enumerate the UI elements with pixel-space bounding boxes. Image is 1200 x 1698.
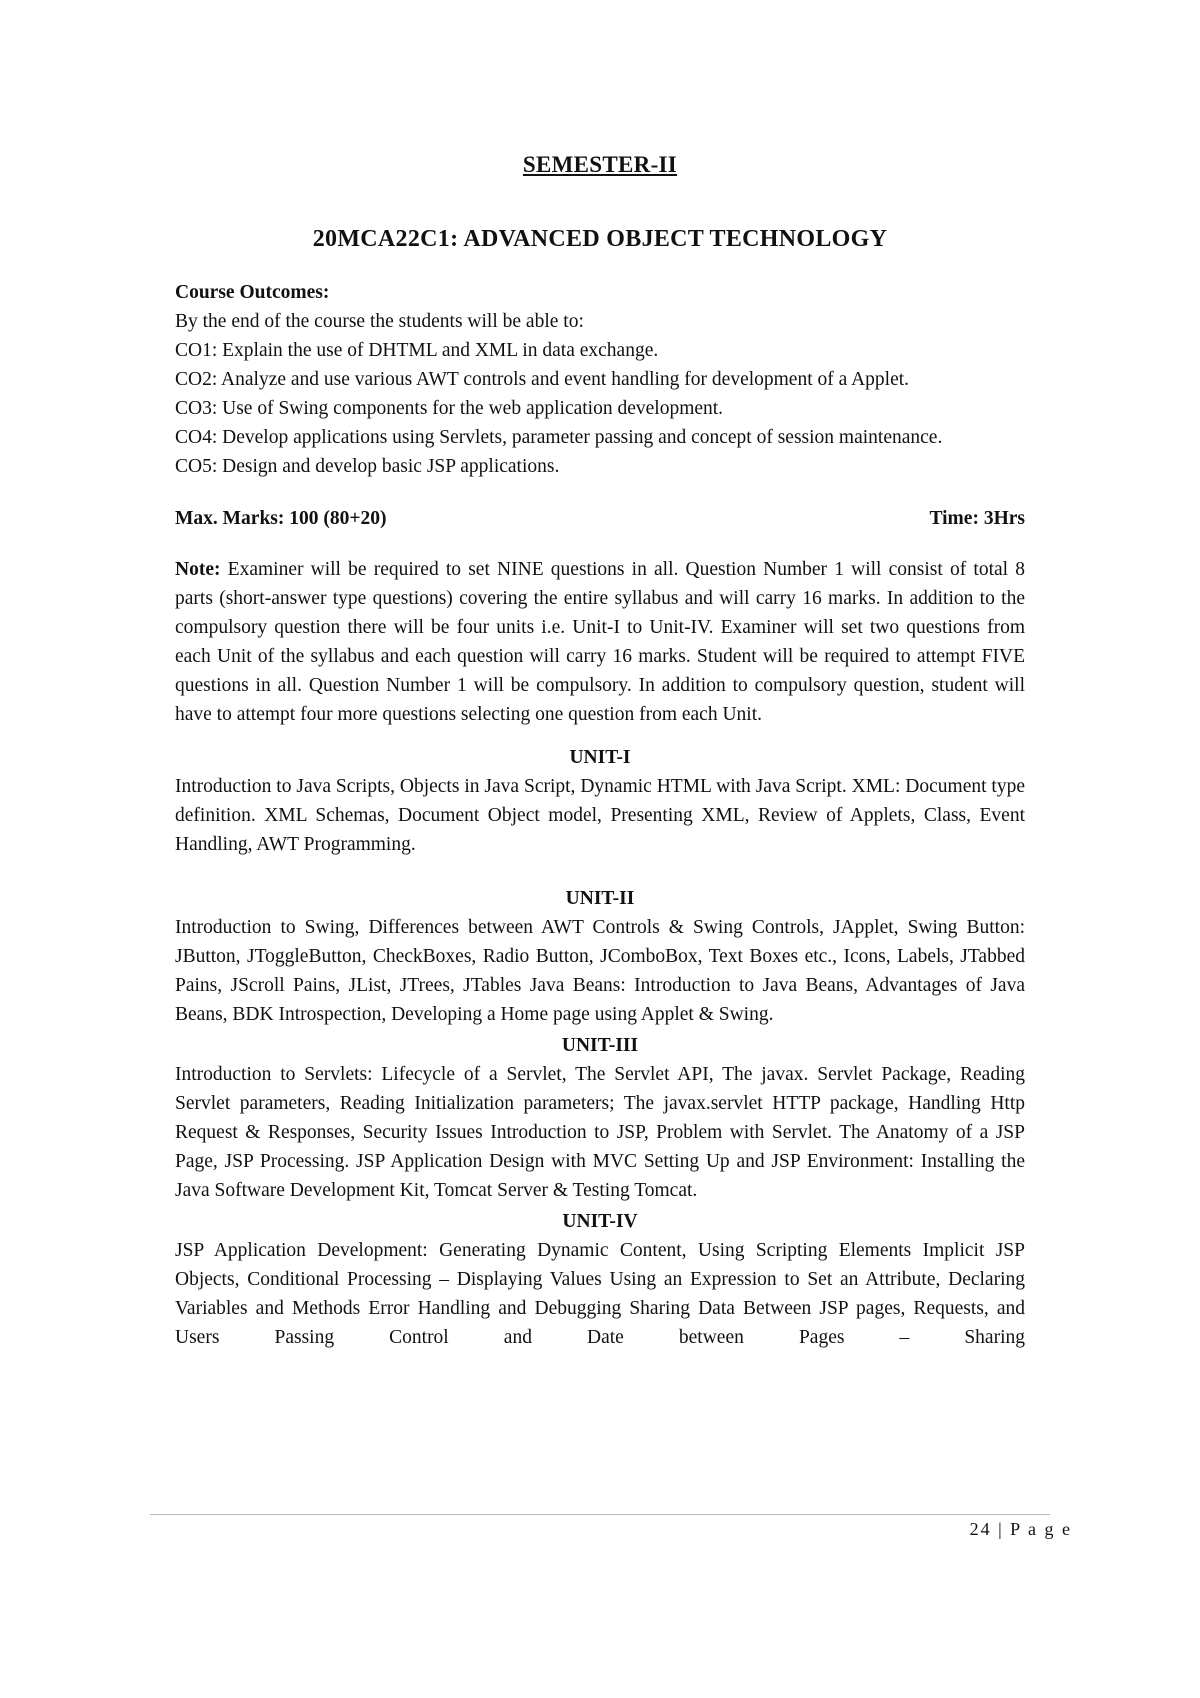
unit-heading: UNIT-III	[561, 1035, 639, 1056]
note-text: Examiner will be required to set NINE questions in all. Question Number 1 will consist of total 8 parts (short-answer type questions) covering the entire syllabus and will carry 16 marks. In addition to the compulsory question there will be four units i.e. Unit-I to Unit-IV. Examiner will set two questions from each Unit of the syllabus and each question will carry 16 marks. Student will be required to attempt FIVE questions in all. Question Number 1 will be compulsory. In addition to compulsory question, student will have to attempt four more questions selecting one question from each Unit.	[175, 559, 1025, 725]
course-outcome-item: CO1: Explain the use of DHTML and XML in data exchange.	[175, 340, 659, 361]
exam-note	[175, 555, 1025, 729]
unit-section	[175, 884, 1025, 1029]
page-content	[175, 150, 1025, 1352]
footer-divider	[150, 1514, 1050, 1515]
course-outcome-item: CO2: Analyze and use various AWT controls and event handling for development of a Applet.	[175, 369, 910, 390]
unit-section	[175, 1031, 1025, 1205]
course-outcome-item: CO5: Design and develop basic JSP applications.	[175, 456, 560, 477]
unit-content: Introduction to Swing, Differences between AWT Controls & Swing Controls, JApplet, Swing Button: JButton, JToggleButton, CheckBoxes, Radio Button, JComboBox, Text Boxes etc., Icons, Labels, JTabbed Pains, JScroll Pains, JList, JTrees, JTables Java Beans: Introduction to Java Beans, Advantages of Java Beans, BDK Introspection, Developing a Home page using Applet & Swing.	[175, 917, 1025, 1025]
note-label: Note:	[175, 559, 221, 580]
page-number: 24 | P a g e	[969, 1519, 1072, 1539]
semester-heading: SEMESTER-II	[522, 152, 678, 177]
max-marks: Max. Marks: 100 (80+20)	[175, 508, 387, 529]
unit-section	[175, 743, 1025, 859]
course-outcomes-list	[175, 307, 1025, 481]
unit-content: Introduction to Servlets: Lifecycle of a Servlet, The Servlet API, The javax. Servlet Package, Reading Servlet parameters, Reading Initialization parameters; The javax.servlet HTTP package, Handling Http Request & Responses, Security Issues Introduction to JSP, Problem with Servlet. The Anatomy of a JSP Page, JSP Processing. JSP Application Design with MVC Setting Up and JSP Environment: Installing the Java Software Development Kit, Tomcat Server & Testing Tomcat.	[175, 1064, 1025, 1201]
unit-heading: UNIT-II	[565, 888, 635, 909]
exam-time: Time: 3Hrs	[929, 508, 1025, 529]
unit-content: JSP Application Development: Generating Dynamic Content, Using Scripting Elements Implicit JSP Objects, Conditional Processing – Displaying Values Using an Expression to Set an Attribute, Declaring Variables and Methods Error Handling and Debugging Sharing Data Between JSP pages, Requests, and Users Passing Control and Date between Pages – Sharing	[175, 1240, 1025, 1348]
course-title: 20MCA22C1: ADVANCED OBJECT TECHNOLOGY	[312, 226, 888, 252]
course-outcome-item: CO4: Develop applications using Servlets, parameter passing and concept of session maintenance.	[175, 427, 943, 448]
course-outcomes-intro: By the end of the course the students will be able to:	[175, 311, 584, 332]
unit-heading: UNIT-IV	[562, 1211, 638, 1232]
course-outcomes-heading: Course Outcomes:	[175, 282, 330, 303]
marks-time-row	[175, 504, 1025, 533]
unit-content: Introduction to Java Scripts, Objects in Java Script, Dynamic HTML with Java Script. XML: Document type definition. XML Schemas, Document Object model, Presenting XML, Review of Applets, Class, Event Handling, AWT Programming.	[175, 776, 1025, 855]
unit-section	[175, 1207, 1025, 1352]
unit-heading: UNIT-I	[569, 747, 631, 768]
course-outcome-item: CO3: Use of Swing components for the web application development.	[175, 398, 724, 419]
